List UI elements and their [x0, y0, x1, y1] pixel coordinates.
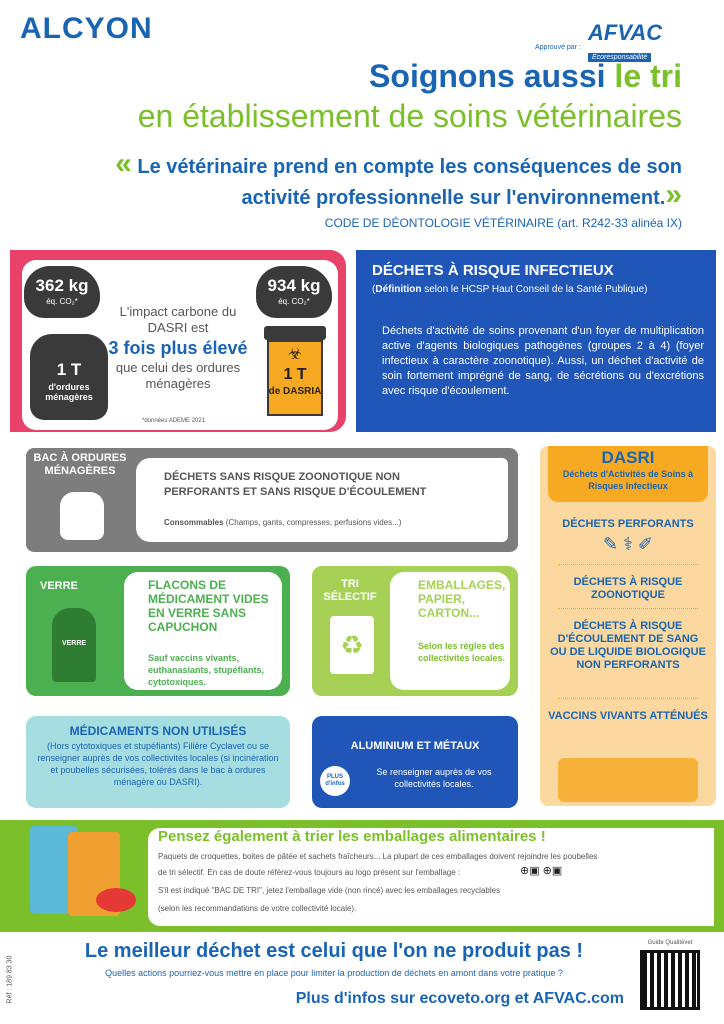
cloud1-value: 362 kg — [35, 276, 89, 295]
cloud2-unit: éq. CO₂* — [278, 297, 310, 306]
infectious-panel — [356, 250, 716, 432]
infectious-body: Déchets d'activité de soins provenant d'un foyer de multiplication active d'agents biologiques pathogènes (groupes 2 à 4) (foyer infectieux à caractère zoonotique). Aussi, un déchet d'activité de soin fortement imprégné de sang, de sécrétions ou d'excrétions avec risque d'écoulement. — [382, 325, 704, 397]
cloud2-value: 934 kg — [267, 276, 321, 295]
bin-value: 1 T — [283, 366, 307, 383]
glass-note: Sauf vaccins vivants, euthanasiants, stupéfiants, cytotoxiques. — [148, 653, 265, 687]
dasri-item-perforating: DÉCHETS PERFORANTS — [562, 518, 694, 530]
food-title: Pensez également à trier les emballages alimentaires ! — [158, 828, 546, 845]
food-line-4: (selon les recommandations de votre collectivité locale). — [158, 904, 357, 913]
dasri-item-zoonotic: DÉCHETS À RISQUE ZOONOTIQUE — [573, 576, 683, 601]
more-info-badge: PLUS d'infos — [320, 766, 350, 796]
afvac-subtitle: Écoresponsabilité — [588, 53, 651, 62]
carbon-note: *données ADEME 2021 — [142, 418, 206, 424]
footer-question: Quelles actions pourriez-vous mettre en place pour limiter la production de déchets en amont dans votre pratique ? — [105, 968, 563, 978]
def-rest: selon le HCSP Haut Conseil de la Santé Publique) — [421, 284, 648, 295]
def-open: ( — [372, 284, 376, 295]
cloud1-unit: éq. CO₂* — [46, 297, 78, 306]
cons-bold: Consommables — [164, 518, 224, 527]
dasri-item-vaccines: VACCINS VIVANTS ATTÉNUÉS — [548, 710, 708, 722]
infectious-title: DÉCHETS À RISQUE INFECTIEUX — [372, 262, 614, 279]
metal-panel — [312, 716, 518, 808]
dasri-subtitle: Déchets d'Activités de Soins à Risques Infectieux — [562, 469, 694, 491]
page-subtitle: en établissement de soins vétérinaires — [137, 98, 682, 134]
approved-by-label: Approuvé par : — [535, 44, 581, 51]
carbon-highlight: 3 fois plus élevé — [108, 338, 248, 358]
cons-rest: (Champs, gants, compresses, perfusions vides...) — [223, 518, 402, 527]
bin-lid — [264, 326, 326, 340]
glass-title: FLACONS DE MÉDICAMENT VIDES EN VERRE SANS CAPUCHON — [148, 578, 269, 634]
divider — [558, 608, 698, 609]
recycle-icon: ♻ — [330, 616, 374, 674]
triman-logo-icon: ⊕▣ ⊕▣ — [520, 865, 563, 877]
title-part-b: le tri — [614, 58, 682, 94]
afvac-name: AFVAC — [588, 20, 663, 45]
carbon-text-2: que celui des ordures ménagères — [115, 360, 241, 391]
trash-bag-icon — [60, 492, 104, 540]
household-consumables — [164, 518, 401, 527]
bag-value: 1 T — [56, 360, 82, 379]
qr-code-icon[interactable] — [640, 950, 700, 1010]
sort-label: TRI SÉLECTIF — [323, 578, 377, 603]
dasri-containers-image — [558, 758, 698, 802]
afvac-logo — [588, 20, 692, 61]
metal-title: ALUMINIUM ET MÉTAUX — [350, 740, 480, 752]
page-title — [369, 58, 682, 95]
food-bowl-image — [96, 888, 136, 912]
syringe-icon: ✎ ⚕ ✐ — [603, 534, 653, 554]
carbon-text — [108, 304, 248, 336]
reference: Réf : 189 83 30 — [6, 955, 14, 1004]
glass-label: VERRE — [40, 580, 78, 592]
household-label: BAC À ORDURES MÉNAGÈRES — [33, 452, 127, 477]
dasri-item-leakage: DÉCHETS À RISQUE D'ÉCOULEMENT DE SANG OU DE LIQUIDE BIOLOGIQUE NON PERFORANTS — [550, 620, 706, 671]
def-bold: Définition — [375, 284, 422, 295]
metal-body: Se renseigner auprès de vos collectivités locales. — [376, 767, 492, 789]
food-line-1: Paquets de croquettes, boites de pâtée et sachets fraîcheurs... La plupart de ces emballages doivent rejoindre les poubelles — [158, 852, 598, 861]
bin-label: de DASRIA — [268, 386, 322, 397]
footer-more-info: Plus d'infos sur ecoveto.org et AFVAC.com — [295, 990, 624, 1007]
biohazard-icon: ☣ — [287, 346, 303, 363]
sort-note: Selon les règles des collectivités locales. — [418, 641, 506, 663]
infectious-definition — [372, 284, 648, 295]
quote-close-mark: » — [665, 178, 682, 211]
footer-motto: Le meilleur déchet est celui que l'on ne produit pas ! — [84, 940, 584, 962]
sort-title: EMBALLAGES, PAPIER, CARTON... — [418, 578, 506, 620]
divider — [558, 564, 698, 565]
quote — [82, 147, 682, 212]
divider — [558, 698, 698, 699]
qr-label: Guide Qualitévet — [647, 940, 693, 946]
dasri-title: DASRI — [601, 448, 655, 467]
quote-text: Le vétérinaire prend en compte les conséquences de son activité professionnelle sur l'environnement. — [131, 156, 682, 209]
quote-open-mark: « — [115, 147, 132, 180]
carbon-text-1: L'impact carbone du DASRI est — [119, 304, 237, 335]
quote-source: CODE DE DÉONTOLOGIE VÉTÉRINAIRE (art. R242-33 alinéa IX) — [324, 216, 682, 230]
title-part-a: Soignons aussi — [369, 58, 615, 94]
bag-label: d'ordures ménagères — [45, 382, 93, 402]
meds-body: (Hors cytotoxiques et stupéfiants) Filière Cyclavet ou se renseigner auprès de vos collectivités locales (si incinération et poubelles sécurisées, tolérés dans le bac à ordures ménagère ou DASRI). — [37, 741, 279, 787]
alcyon-logo: ALCYON — [20, 12, 153, 45]
household-title: DÉCHETS SANS RISQUE ZOONOTIQUE NON PERFORANTS ET SANS RISQUE D'ÉCOULEMENT — [164, 471, 427, 498]
glass-bin-label: VERRE — [61, 640, 87, 647]
meds-title: MÉDICAMENTS NON UTILISÉS — [69, 724, 247, 738]
food-line-3: S'il est indiqué "BAC DE TRI", jetez l'emballage vide (non rincé) avec les emballages recyclables — [158, 886, 501, 895]
food-line-2: de tri sélectif. En cas de doute référez-vous toujours au logo présent sur l'emballage : — [158, 868, 461, 877]
